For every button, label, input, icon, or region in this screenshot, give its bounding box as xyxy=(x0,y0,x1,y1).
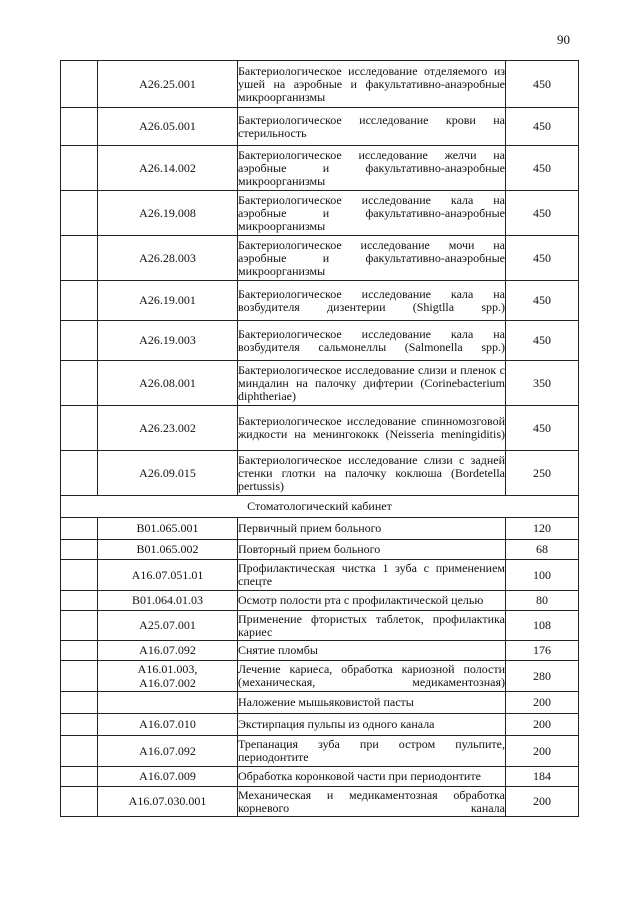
table-row xyxy=(61,146,579,191)
table-row xyxy=(61,591,579,611)
service-name: Бактериологическое исследование отделяемого из ушей на аэробные и факультативно-анаэробные микроорганизмы xyxy=(238,61,506,108)
service-code: А26.19.008 xyxy=(98,191,238,236)
service-price: 120 xyxy=(506,518,579,540)
table-row xyxy=(61,451,579,496)
table-row xyxy=(61,641,579,661)
service-name: Лечение кариеса, обработка кариозной полости (механическая, медикаментозная) xyxy=(238,661,506,692)
row-number-cell xyxy=(61,146,98,191)
service-price: 450 xyxy=(506,61,579,108)
service-name: Бактериологическое исследование кала на аэробные и факультативно-анаэробные микроорганизмы xyxy=(238,191,506,236)
row-number-cell xyxy=(61,61,98,108)
service-price: 184 xyxy=(506,767,579,787)
service-name: Бактериологическое исследование спинномозговой жидкости на менингококк (Neisseria meningiditis) xyxy=(238,406,506,451)
service-name: Трепанация зуба при остром пульпите, периодонтите xyxy=(238,736,506,767)
row-number-cell xyxy=(61,108,98,146)
service-price: 200 xyxy=(506,736,579,767)
service-price: 68 xyxy=(506,540,579,560)
row-number-cell xyxy=(61,321,98,361)
service-code: А16.01.003, А16.07.002 xyxy=(98,661,238,692)
service-price: 450 xyxy=(506,281,579,321)
service-name: Бактериологическое исследование кала на возбудителя сальмонеллы (Salmonella spp.) xyxy=(238,321,506,361)
row-number-cell xyxy=(61,767,98,787)
service-name: Осмотр полости рта с профилактической целью xyxy=(238,591,506,611)
service-name: Обработка коронковой части при периодонтите xyxy=(238,767,506,787)
table-row xyxy=(61,321,579,361)
row-number-cell xyxy=(61,736,98,767)
service-code: А26.23.002 xyxy=(98,406,238,451)
row-number-cell xyxy=(61,540,98,560)
row-number-cell xyxy=(61,361,98,406)
service-code: В01.065.002 xyxy=(98,540,238,560)
service-price: 250 xyxy=(506,451,579,496)
row-number-cell xyxy=(61,692,98,714)
row-number-cell xyxy=(61,641,98,661)
service-price: 350 xyxy=(506,361,579,406)
service-price: 280 xyxy=(506,661,579,692)
table-row xyxy=(61,714,579,736)
service-name: Первичный прием больного xyxy=(238,518,506,540)
service-name: Механическая и медикаментозная обработка корневого канала xyxy=(238,787,505,815)
table-row xyxy=(61,611,579,641)
service-name: Бактериологическое исследование крови на стерильность xyxy=(238,108,506,146)
table-row xyxy=(61,406,579,451)
service-code: А26.19.001 xyxy=(98,281,238,321)
service-price: 450 xyxy=(506,108,579,146)
service-price: 450 xyxy=(506,236,579,281)
price-table xyxy=(60,60,579,817)
service-price: 100 xyxy=(506,560,579,591)
service-code: А26.25.001 xyxy=(98,61,238,108)
service-code: А16.07.051.01 xyxy=(98,560,238,591)
row-number-cell xyxy=(61,787,98,817)
service-price: 200 xyxy=(506,714,579,736)
service-price: 450 xyxy=(506,146,579,191)
service-name: Применение фтористых таблеток, профилактика кариес xyxy=(238,611,505,639)
table-row xyxy=(61,518,579,540)
service-name: Экстирпация пульпы из одного канала xyxy=(238,714,506,736)
service-code: А26.19.003 xyxy=(98,321,238,361)
service-code: А16.07.010 xyxy=(98,714,238,736)
service-name: Наложение мышьяковистой пасты xyxy=(238,692,506,714)
table-row xyxy=(61,767,579,787)
table-row xyxy=(61,108,579,146)
service-name: Повторный прием больного xyxy=(238,540,506,560)
service-name: Снятие пломбы xyxy=(238,641,506,661)
table-row xyxy=(61,540,579,560)
service-code: А26.05.001 xyxy=(98,108,238,146)
table-row xyxy=(61,61,579,108)
table-row xyxy=(61,560,579,591)
row-number-cell xyxy=(61,661,98,692)
service-price: 80 xyxy=(506,591,579,611)
row-number-cell xyxy=(61,191,98,236)
section-row xyxy=(61,496,579,518)
service-name: Бактериологическое исследование слизи и пленок с миндалин на палочку дифтерии (Corinebacterium diphtheriae) xyxy=(238,361,506,406)
service-price: 450 xyxy=(506,321,579,361)
table-row xyxy=(61,191,579,236)
page-number: 90 xyxy=(557,32,570,47)
row-number-cell xyxy=(61,611,98,641)
table-row xyxy=(61,736,579,767)
service-name: Бактериологическое исследование желчи на аэробные и факультативно-анаэробные микроорганизмы xyxy=(238,146,506,191)
service-code: А26.14.002 xyxy=(98,146,238,191)
price-table-body xyxy=(61,61,579,817)
table-row xyxy=(61,281,579,321)
table-row xyxy=(61,661,579,692)
service-code xyxy=(98,692,238,714)
service-code: В01.064.01.03 xyxy=(98,591,238,611)
table-row xyxy=(61,787,579,817)
table-row xyxy=(61,692,579,714)
service-code: А16.07.030.001 xyxy=(98,787,238,817)
service-name: Бактериологическое исследование мочи на аэробные и факультативно-анаэробные микроорганизмы xyxy=(238,236,506,281)
row-number-cell xyxy=(61,451,98,496)
row-number-cell xyxy=(61,591,98,611)
row-number-cell xyxy=(61,406,98,451)
row-number-cell xyxy=(61,281,98,321)
service-price: 450 xyxy=(506,406,579,451)
section-title: Стоматологический кабинет xyxy=(61,496,579,518)
row-number-cell xyxy=(61,236,98,281)
service-price: 200 xyxy=(506,787,579,817)
row-number-cell xyxy=(61,714,98,736)
service-code: А25.07.001 xyxy=(98,611,238,641)
table-row xyxy=(61,361,579,406)
service-code: А16.07.092 xyxy=(98,641,238,661)
service-code: А26.08.001 xyxy=(98,361,238,406)
service-code: В01.065.001 xyxy=(98,518,238,540)
service-name: Профилактическая чистка 1 зуба с применением спецте xyxy=(238,560,506,591)
service-name: Бактериологическое исследование кала на возбудителя дизентерии (Shigtlla spp.) xyxy=(238,281,506,321)
service-price: 108 xyxy=(506,611,579,641)
row-number-cell xyxy=(61,518,98,540)
table-row xyxy=(61,236,579,281)
service-price: 200 xyxy=(506,692,579,714)
service-code: А26.28.003 xyxy=(98,236,238,281)
service-code: А16.07.092 xyxy=(98,736,238,767)
service-code: А26.09.015 xyxy=(98,451,238,496)
row-number-cell xyxy=(61,560,98,591)
service-code: А16.07.009 xyxy=(98,767,238,787)
service-name: Бактериологическое исследование слизи с задней стенки глотки на палочку коклюша (Bordetella pertussis) xyxy=(238,451,506,496)
service-price: 450 xyxy=(506,191,579,236)
service-price: 176 xyxy=(506,641,579,661)
